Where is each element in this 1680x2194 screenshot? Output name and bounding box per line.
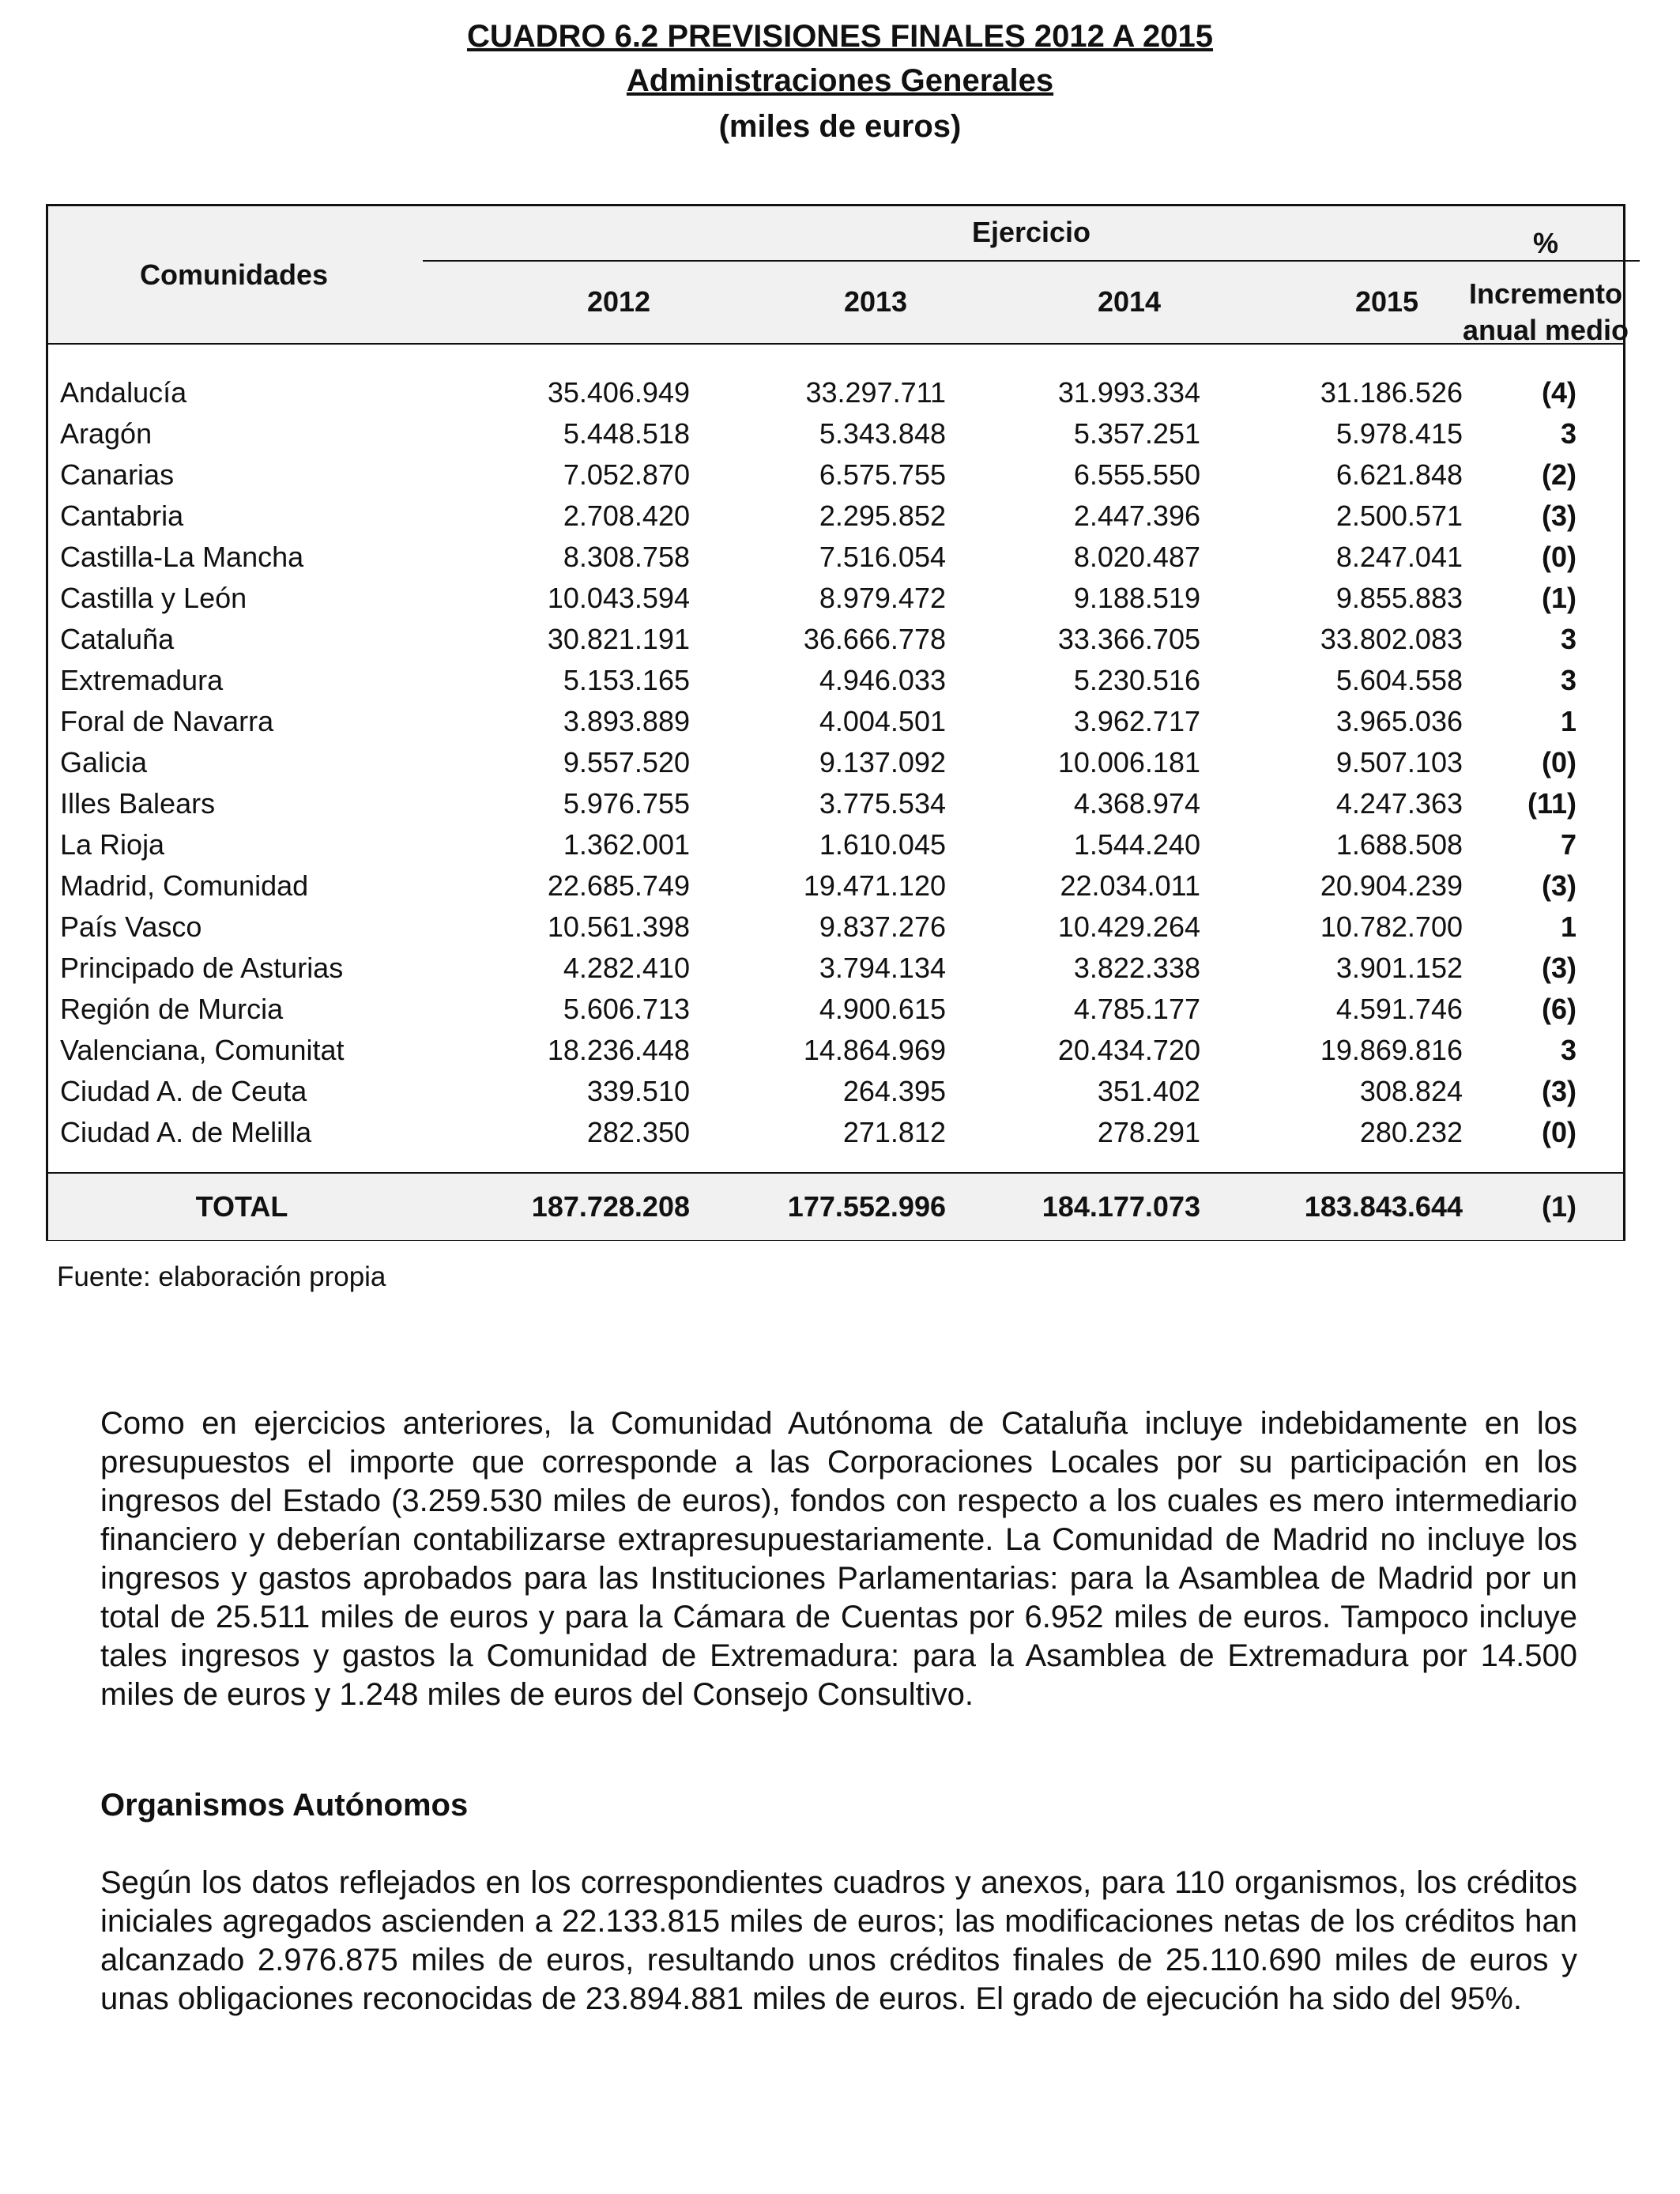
table-row [48,824,1623,865]
header-year-2013: 2013 [843,285,908,318]
header-ejercicio: Ejercicio [971,216,1091,248]
row-2013: 33.297.711 [805,376,946,409]
row-2015: 6.621.848 [1335,458,1463,491]
table-row [48,701,1623,742]
table-body [48,372,1623,1153]
row-2015: 9.507.103 [1335,746,1463,778]
row-2014: 278.291 [1097,1116,1200,1148]
table-row [48,1030,1623,1071]
row-2015: 31.186.526 [1320,376,1463,409]
row-name: Castilla y León [60,582,247,614]
row-2014: 351.402 [1097,1075,1200,1107]
row-2013: 9.837.276 [819,910,946,943]
total-2014: 184.177.073 [1042,1190,1200,1223]
source-note: Fuente: elaboración propia [57,1261,386,1292]
row-name: Ciudad A. de Melilla [60,1116,312,1148]
paragraph-organismos: Según los datos reflejados en los correspondientes cuadros y anexos, para 110 organismos, los créditos iniciales agregados ascienden a 22.133.815 miles de euros; las modificaciones netas de los créditos han alcanzado 2.976.875 miles de euros, resultando unos créditos finales de 25.110.690 miles de euros y unas obligaciones reconocidas de 23.894.881 miles de euros. El grado de ejecución ha sido del 95%. [100,1865,1577,2016]
row-2014: 31.993.334 [1057,376,1200,409]
table-units: (miles de euros) [718,109,962,144]
row-pct: 7 [1560,828,1576,861]
row-2015: 5.604.558 [1335,664,1463,696]
row-2012: 4.282.410 [563,952,690,984]
row-name: Aragón [60,417,153,450]
row-2012: 5.976.755 [563,787,690,820]
paragraph-cataluna-madrid: Como en ejercicios anteriores, la Comunidad Autónoma de Cataluña incluye indebidamente en los presupuestos el importe que corresponde a las Corporaciones Locales por su participación en los ingresos del Estado (3.259.530 miles de euros), fondos con respecto a los cuales es mero intermediario financiero y deberían contabilizarse extrapresupuestariamente. La Comunidad de Madrid no incluye los ingresos y gastos aprobados para las Instituciones Parlamentarias: para la Asamblea de Madrid por un total de 25.511 miles de euros y para la Cámara de Cuentas por 6.952 miles de euros. Tampoco incluye tales ingresos y gastos la Comunidad de Extremadura: para la Asamblea de Extremadura por 14.500 miles de euros y 1.248 miles de euros del Consejo Consultivo. [100,1406,1577,1712]
row-pct: (3) [1542,1075,1576,1107]
table-row [48,660,1623,701]
row-2014: 4.785.177 [1073,993,1200,1025]
table-subtitle: Administraciones Generales [626,63,1054,98]
row-2012: 5.448.518 [563,417,690,450]
row-2012: 282.350 [586,1116,690,1148]
row-2012: 339.510 [586,1075,690,1107]
total-2013: 177.552.996 [787,1190,946,1223]
table-row [48,619,1623,660]
row-pct: 1 [1560,910,1576,943]
row-2014: 4.368.974 [1073,787,1200,820]
row-2013: 3.794.134 [819,952,946,984]
row-2012: 22.685.749 [547,869,690,902]
row-pct: (4) [1542,376,1576,409]
row-2012: 7.052.870 [563,458,690,491]
header-year-2012: 2012 [586,285,651,318]
row-pct: 1 [1560,705,1576,737]
row-2015: 3.901.152 [1335,952,1463,984]
row-name: La Rioja [60,828,165,861]
row-2015: 8.247.041 [1335,541,1463,573]
row-name: Región de Murcia [60,993,284,1025]
row-2015: 3.965.036 [1335,705,1463,737]
row-2014: 20.434.720 [1057,1034,1200,1066]
row-2012: 30.821.191 [547,623,690,655]
row-2015: 308.824 [1359,1075,1463,1107]
row-2013: 7.516.054 [819,541,946,573]
table-title: CUADRO 6.2 PREVISIONES FINALES 2012 A 2015 [466,19,1214,54]
table-row [48,865,1623,907]
row-2013: 3.775.534 [819,787,946,820]
title-block [0,14,1680,150]
row-2014: 1.544.240 [1073,828,1200,861]
row-2013: 271.812 [842,1116,946,1148]
header-year-2015: 2015 [1354,285,1419,318]
row-2014: 9.188.519 [1073,582,1200,614]
table-row [48,742,1623,783]
header-ejercicio-rule [423,260,1640,262]
header-year-2014: 2014 [1097,285,1162,318]
row-2014: 3.962.717 [1073,705,1200,737]
header-comunidades: Comunidades [139,258,329,291]
row-pct: (0) [1542,746,1576,778]
row-pct: (1) [1542,582,1576,614]
row-name: Madrid, Comunidad [60,869,309,902]
row-name: Cataluña [60,623,175,655]
row-pct: 3 [1560,417,1576,450]
row-name: Castilla-La Mancha [60,541,304,573]
table-row [48,537,1623,578]
row-name: Andalucía [60,376,187,409]
table-row [48,1071,1623,1112]
table-row [48,989,1623,1030]
row-pct: (0) [1542,1116,1576,1148]
row-2014: 2.447.396 [1073,499,1200,532]
row-name: Galicia [60,746,148,778]
row-name: Principado de Asturias [60,952,344,984]
row-name: Foral de Navarra [60,705,274,737]
row-2013: 36.666.778 [803,623,946,655]
row-2014: 5.357.251 [1073,417,1200,450]
row-2013: 19.471.120 [803,869,946,902]
row-2013: 4.900.615 [819,993,946,1025]
row-2014: 10.006.181 [1057,746,1200,778]
row-name: Ciudad A. de Ceuta [60,1075,307,1107]
row-name: Canarias [60,458,175,491]
row-2012: 10.043.594 [547,582,690,614]
section-heading-organismos: Organismos Autónomos [100,1788,469,1823]
row-pct: 3 [1560,664,1576,696]
row-2012: 5.606.713 [563,993,690,1025]
row-2012: 10.561.398 [547,910,690,943]
table-row [48,907,1623,948]
row-pct: 3 [1560,1034,1576,1066]
row-pct: (0) [1542,541,1576,573]
row-2013: 6.575.755 [819,458,946,491]
row-2013: 5.343.848 [819,417,946,450]
row-2014: 10.429.264 [1057,910,1200,943]
header-incremento: Incremento anual medio [1462,277,1629,346]
row-2013: 9.137.092 [819,746,946,778]
row-2013: 264.395 [842,1075,946,1107]
row-2013: 4.946.033 [819,664,946,696]
row-pct: 3 [1560,623,1576,655]
forecast-table [46,204,1629,1241]
row-2014: 22.034.011 [1060,869,1200,902]
row-name: Extremadura [60,664,224,696]
row-2012: 9.557.520 [563,746,690,778]
row-name: Valenciana, Comunitat [60,1034,345,1066]
row-2015: 280.232 [1359,1116,1463,1148]
row-2014: 8.020.487 [1073,541,1200,573]
row-2013: 14.864.969 [803,1034,946,1066]
row-2015: 9.855.883 [1335,582,1463,614]
table-row [48,578,1623,619]
row-pct: (3) [1542,869,1576,902]
row-2015: 20.904.239 [1320,869,1463,902]
table-row [48,413,1623,454]
table-row [48,454,1623,496]
row-2015: 33.802.083 [1320,623,1463,655]
row-2015: 4.591.746 [1335,993,1463,1025]
row-2012: 35.406.949 [547,376,690,409]
header-pct-symbol: % [1532,227,1558,259]
row-2015: 10.782.700 [1320,910,1463,943]
row-2014: 3.822.338 [1073,952,1200,984]
row-2014: 33.366.705 [1057,623,1200,655]
row-pct: (11) [1527,787,1576,820]
row-name: País Vasco [60,910,202,943]
table-row [48,948,1623,989]
total-label: TOTAL [195,1190,288,1223]
row-2014: 5.230.516 [1073,664,1200,696]
row-2013: 4.004.501 [819,705,946,737]
row-2012: 3.893.889 [563,705,690,737]
row-2015: 19.869.816 [1320,1034,1463,1066]
row-pct: (2) [1542,458,1576,491]
row-2012: 5.153.165 [563,664,690,696]
row-2012: 18.236.448 [547,1034,690,1066]
total-pct: (1) [1542,1190,1576,1223]
table-row [48,783,1623,824]
total-2015: 183.843.644 [1304,1190,1463,1223]
row-2015: 4.247.363 [1335,787,1463,820]
table-row [48,496,1623,537]
row-pct: (3) [1542,952,1576,984]
row-name: Illes Balears [60,787,216,820]
row-2015: 1.688.508 [1335,828,1463,861]
table-row [48,1112,1623,1153]
row-2013: 2.295.852 [819,499,946,532]
row-2013: 8.979.472 [819,582,946,614]
row-2012: 8.308.758 [563,541,690,573]
row-name: Cantabria [60,499,184,532]
row-pct: (6) [1542,993,1576,1025]
total-2012: 187.728.208 [531,1190,690,1223]
row-2012: 1.362.001 [563,828,690,861]
row-pct: (3) [1542,499,1576,532]
table-total-row [48,1172,1623,1240]
row-2015: 5.978.415 [1335,417,1463,450]
row-2012: 2.708.420 [563,499,690,532]
row-2014: 6.555.550 [1073,458,1200,491]
table-header [48,206,1629,346]
row-2015: 2.500.571 [1335,499,1463,532]
table-row [48,372,1623,413]
row-2013: 1.610.045 [819,828,946,861]
